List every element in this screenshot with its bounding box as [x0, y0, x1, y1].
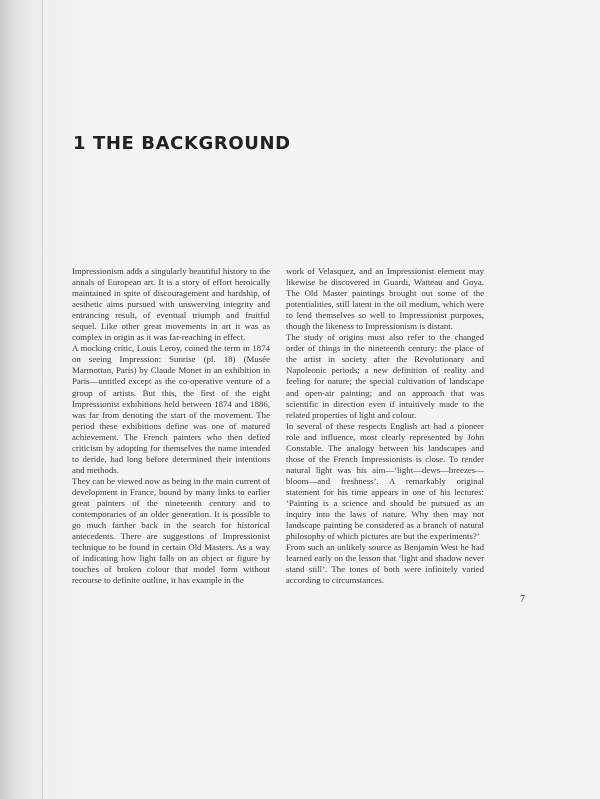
- chapter-title: 1 THE BACKGROUND: [73, 133, 291, 154]
- paragraph: From such an unlikely source as Benjamin West he had learned early on the lesson that ‘light and shadow never stand still’. The tones of both were infinitely varied according to circumstances.: [286, 542, 484, 586]
- page-spine-shadow: [0, 0, 45, 799]
- paragraph: In several of these respects English art had a pioneer role and influence, most clearly represented by John Constable. The analogy between his landscapes and those of the French Impressionists is close. To render natural light was his aim—‘light—dews—breezes—bloom—and freshness’. A remarkably original statement for his time appears in one of his lectures: ‘Painting is a science and should be pursued as an inquiry into the laws of nature. Why then may not landscape painting be considered as a branch of natural philosophy of which pictures are but the experiments?’: [286, 420, 484, 542]
- paragraph: Impressionism adds a singularly beautiful history to the annals of European art. It is a story of effort heroically maintained in spite of discouragement and hardship, of aesthetic aims pursued with unswerving integrity and entrancing result, of eventual triumph and fruitful sequel. Like other great movements in art it was as complex in origin as it was far-reaching in effect.: [72, 266, 270, 343]
- paragraph: The study of origins must also refer to the changed order of things in the nineteenth century: the place of the artist in society after the Revolutionary and Napoleonic periods; a new definition of reality and feeling for nature; the special cultivation of landscape and open-air painting; and an approach that was scientific in direction even if intuitively made to the related properties of light and colour.: [286, 332, 484, 420]
- paragraph: A mocking critic, Louis Leroy, coined the term in 1874 on seeing Impression: Sunrise (pl. 18) (Musée Marmottan, Paris) by Claude Monet in an exhibition in Paris—untitled except as the co-operative venture of a group of artists. But this, the first of the eight Impressionist exhibitions held between 1874 and 1886, was far from denoting the start of the movement. The period these exhibitions define was one of matured achievement. The French painters who then defied criticism by adopting for themselves the name intended to deride, had long before determined their intentions and methods.: [72, 343, 270, 475]
- page-edge-line: [42, 0, 43, 799]
- text-column-left: [72, 266, 270, 586]
- page-number: 7: [520, 594, 525, 605]
- paragraph: work of Velasquez, and an Impressionist element may likewise be discovered in Guardi, Watteau and Goya. The Old Master paintings brought out some of the potentialities, still latent in the oil medium, which were to lend themselves so well to Impressionist purposes, though the likeness to Impressionism is distant.: [286, 266, 484, 332]
- paragraph: They can be viewed now as being in the main current of development in France, bound by many links to earlier great painters of the nineteenth century and to contemporaries of an older generation. It is possible to go much farther back in the search for historical antecedents. There are suggestions of Impressionist technique to be found in certain Old Masters. As a way of indicating how light falls on an object or figure by touches of broken colour that model form without recourse to definite outline, it has example in the: [72, 475, 270, 586]
- text-column-right: [286, 266, 484, 586]
